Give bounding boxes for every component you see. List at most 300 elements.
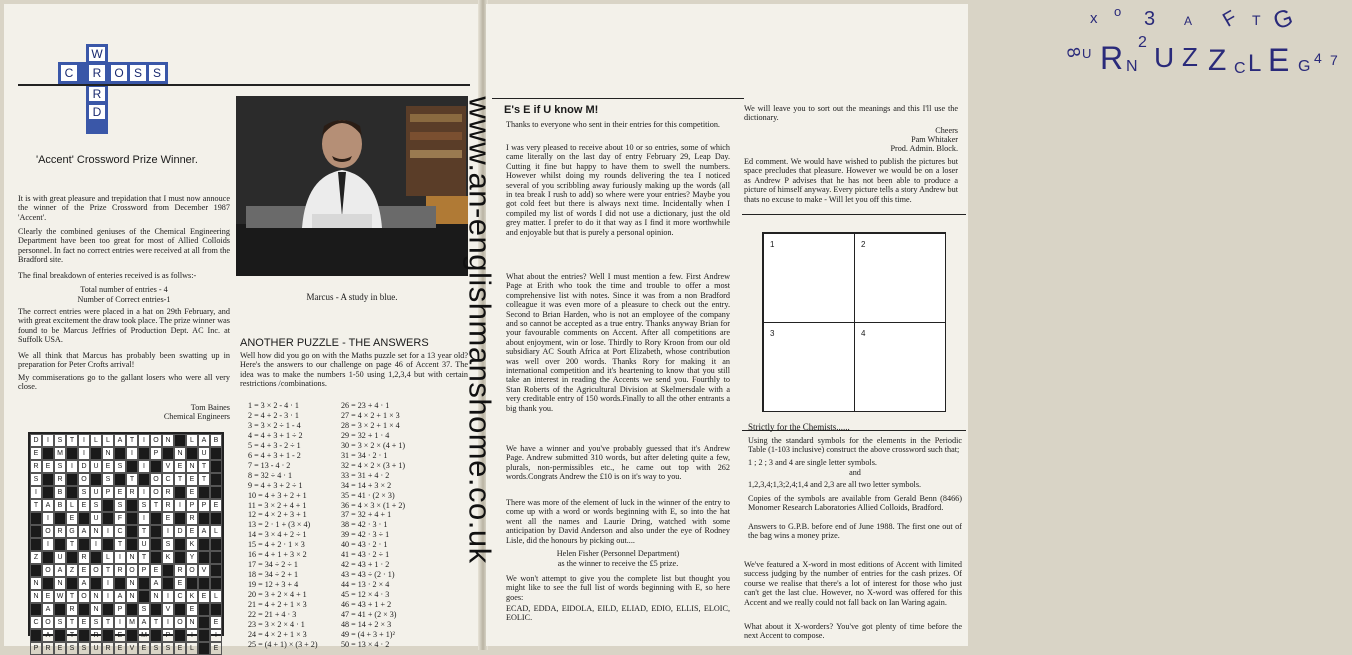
crossword-cell: N — [162, 434, 174, 447]
crossword-cell — [138, 473, 150, 486]
crossword-cell — [42, 473, 54, 486]
crossword-cell: P — [162, 629, 174, 642]
paragraph: Copies of the symbols are available from Gerald Benn (8466) Monomer Research Laboratories Allied Colloids, Bradford. — [748, 494, 962, 513]
crossword-cell: B — [54, 486, 66, 499]
crossword-cell: O — [150, 434, 162, 447]
signature-dept: Prod. Admin. Block. — [890, 144, 958, 153]
crossword-cell: I — [138, 512, 150, 525]
crossword-cell — [174, 551, 186, 564]
chemists-heading: Strictly for the Chemists...... — [748, 422, 850, 432]
crossword-cell: P — [186, 499, 198, 512]
crossword-cell: I — [42, 538, 54, 551]
crossword-cell: B — [210, 434, 222, 447]
crossword-cell: R — [162, 486, 174, 499]
crossword-cell — [186, 447, 198, 460]
answer-line: 14 = 3 × 4 + 2 ÷ 1 — [248, 530, 307, 540]
crossword-cell: N — [126, 590, 138, 603]
crossword-cell — [210, 447, 222, 460]
crossword-cell — [138, 447, 150, 460]
crossword-cell: O — [126, 564, 138, 577]
crossword-cell: A — [138, 616, 150, 629]
crossword-cell: P — [102, 486, 114, 499]
crossword-cell: A — [42, 629, 54, 642]
crossword-cell — [126, 538, 138, 551]
answer-line: 49 = (4 + 3 + 1)² — [341, 629, 395, 639]
crossword-cell: N — [126, 577, 138, 590]
paragraph: Clearly the combined geniuses of the Chemical Engineering Department have been too great for most of Allied Colloids personnel. In fact no correct entries were received at all from the Bradford site. — [18, 227, 230, 265]
crossword-cell — [198, 642, 210, 655]
crossword-cell — [150, 538, 162, 551]
crossword-cell — [126, 512, 138, 525]
crossword-cell: M — [126, 616, 138, 629]
crossword-cell: E — [114, 486, 126, 499]
crossword-cell: T — [198, 473, 210, 486]
answer-line: 34 = 14 + 3 × 2 — [341, 480, 392, 490]
answer-line: 50 = 13 × 4 · 2 — [341, 639, 390, 649]
answer-line: 23 = 3 × 2 × 4 · 1 — [248, 619, 305, 629]
crossword-cell: E — [186, 603, 198, 616]
correct-entries: Number of Correct entries-1 — [77, 295, 171, 304]
svg-text:R: R — [92, 87, 102, 101]
crossword-cell: V — [162, 460, 174, 473]
crossword-cell: G — [66, 525, 78, 538]
crossword-cell: T — [138, 525, 150, 538]
crossword-cell: E — [162, 512, 174, 525]
crossword-cell: K — [186, 538, 198, 551]
crossword-cell — [210, 460, 222, 473]
crossword-cell — [150, 460, 162, 473]
crossword-cell: R — [126, 486, 138, 499]
crossword-cell: I — [162, 525, 174, 538]
crossword-cell: N — [150, 590, 162, 603]
crossword-cell: T — [66, 616, 78, 629]
crossword-cell: M — [54, 447, 66, 460]
crossword-cell — [30, 525, 42, 538]
crossword-cell: I — [138, 460, 150, 473]
crossword-cell — [210, 473, 222, 486]
crossword-cell: P — [30, 642, 42, 655]
crossword-cell: I — [138, 434, 150, 447]
answer-line: 26 = 23 + 4 · 1 — [341, 401, 390, 410]
crossword-cell — [90, 473, 102, 486]
crossword-cell: L — [66, 499, 78, 512]
crossword-cell: L — [102, 551, 114, 564]
crossword-cell — [174, 538, 186, 551]
crossword-cell — [126, 629, 138, 642]
crossword-cell: I — [102, 577, 114, 590]
crossword-cell: T — [126, 434, 138, 447]
section-rule — [492, 98, 744, 99]
crossword-cell — [102, 538, 114, 551]
crossword-cell: N — [54, 577, 66, 590]
crossword-cell — [126, 460, 138, 473]
crossword-cell: S — [54, 460, 66, 473]
crossword-cell: A — [198, 434, 210, 447]
crossword-cell: R — [102, 642, 114, 655]
crossword-cell: E — [186, 473, 198, 486]
crossword-cell: E — [186, 486, 198, 499]
crossword-cell — [210, 512, 222, 525]
crossword-cell — [54, 603, 66, 616]
crossword-cell: E — [42, 460, 54, 473]
crossword-cell: L — [90, 434, 102, 447]
crossword-cell: L — [102, 434, 114, 447]
svg-text:C: C — [64, 66, 74, 80]
crossword-cell: S — [150, 642, 162, 655]
answer-line: 28 = 3 × 2 + 1 × 4 — [341, 420, 400, 430]
crossword-cell: U — [198, 447, 210, 460]
crossword-cell — [210, 577, 222, 590]
crossword-cell: T — [66, 629, 78, 642]
crossword-cell: D — [78, 460, 90, 473]
svg-text:O: O — [114, 66, 124, 80]
crossword-cell: V — [162, 603, 174, 616]
crossword-cell — [30, 603, 42, 616]
signature-name: Tom Baines — [190, 403, 230, 412]
answer-line: 15 = 4 + 2 · 1 × 3 — [248, 540, 305, 550]
crossword-cell — [102, 499, 114, 512]
crossword-cell — [198, 603, 210, 616]
crossword-cell: A — [150, 577, 162, 590]
answer-line: 31 = 34 · 2 · 1 — [341, 450, 388, 460]
crossword-cell — [150, 603, 162, 616]
crossword-cell: E — [174, 460, 186, 473]
crossword-cell: N — [90, 603, 102, 616]
photo-image — [236, 96, 468, 276]
article-heading: E's E if U know M! — [504, 104, 599, 116]
crossword-cell: O — [42, 616, 54, 629]
crossword-cell: T — [126, 473, 138, 486]
crossword-cell: A — [114, 434, 126, 447]
answer-line: 9 = 4 + 3 + 2 ÷ 1 — [248, 480, 303, 490]
cheers: Cheers — [935, 126, 958, 135]
answers-column-2 — [341, 401, 405, 650]
answer-line: 13 = 2 · 1 + (3 × 4) — [248, 520, 311, 530]
crossword-cell: R — [66, 603, 78, 616]
paragraph: There was more of the element of luck in the winner of the entry to come up with a word or words beginning with E, so into the hat went all the names and Laurie Dring, watched with some anticipation by David Anderson and also under the eye of Rodney Lisle, did the honours by picking out.... — [506, 498, 730, 545]
answer-line: 38 = 42 · 3 · 1 — [341, 520, 388, 530]
answer-line: 11 = 3 × 2 + 4 + 1 — [248, 500, 307, 510]
crossword-cell: N — [186, 460, 198, 473]
crossword-cell: S — [30, 473, 42, 486]
crossword-cell — [162, 564, 174, 577]
crossword-cell: U — [54, 551, 66, 564]
answer-line: 27 = 4 × 2 + 1 × 3 — [341, 410, 400, 420]
crossword-cell: I — [66, 460, 78, 473]
crossword-cell: A — [42, 499, 54, 512]
crossword-cell: N — [186, 616, 198, 629]
crossword-cell: R — [90, 629, 102, 642]
crossword-cell: O — [78, 590, 90, 603]
crossword-cell: E — [114, 642, 126, 655]
answer-line: 25 = (4 + 1) × (3 + 2) — [248, 639, 318, 649]
crossword-cell: O — [42, 525, 54, 538]
paragraph: I was very pleased to receive about 10 or so entries, some of which came literally on the last day of entry February 29, Leap Day. Cutting it fine but happy to have them to swell the numbers. However whilst doing my rounds delivering the tea I noticed several of you scribbling away furiously making up the words (all in tea break I rush to add) so where were your entries? Maybe you got cold feet but there is always next time. Incidentally when I compiled my list of words I did not use a dictionary, just the old grey matter. I prefer to do it that way as I find it more worthwhile and enjoyable but that is purely a personal opinion. — [506, 143, 730, 237]
scattered-letters-graphic: x o 3 A F T G 8 U R N 2 U Z Z C L E G 4 7 — [1062, 3, 1338, 78]
crossword-cell: S — [162, 538, 174, 551]
paragraph: Using the standard symbols for the elements in the Periodic Table (1-103 inclusive) construct the above crossword such that; — [748, 436, 962, 455]
crossword-cell — [90, 577, 102, 590]
crossword-cell: S — [114, 499, 126, 512]
crossword-cell: S — [102, 473, 114, 486]
svg-text:S: S — [133, 66, 143, 80]
paragraph: Answers to G.P.B. before end of June 1988. The first one out of the bag wins a money prize. — [748, 522, 962, 541]
crossword-cell: I — [210, 629, 222, 642]
section-rule — [742, 214, 966, 215]
crossword-cell: N — [126, 551, 138, 564]
answers-column-1 — [248, 401, 318, 650]
crossword-cell: I — [30, 486, 42, 499]
paragraph: We won't attempt to give you the complete list but thought you might like to see the full list of words beginning with E, so here goes: — [506, 574, 730, 602]
crossword-cell: F — [114, 512, 126, 525]
crossword-cell — [54, 538, 66, 551]
answer-line: 46 = 43 + 1 + 2 — [341, 600, 392, 610]
crossword-cell: R — [114, 564, 126, 577]
crossword-cell — [174, 603, 186, 616]
ed-comment: Ed comment. We would have wished to publish the pictures but space precludes that pleasure. However we would be on a loser as Andrew P advises that he has not been able to produce a picture of himself anyway. Every picture tells a story Andrew but thats no excuse to make - Will let you off this time. — [744, 157, 958, 204]
crossword-cell: S — [114, 460, 126, 473]
crossword-cell: E — [54, 642, 66, 655]
crossword-cell: T — [66, 434, 78, 447]
paragraph: What about it X-worders? You've got plenty of time before the next Accent to compose. — [744, 622, 962, 641]
crossword-cell — [30, 512, 42, 525]
crossword-cell: V — [198, 564, 210, 577]
crossword-cell: E — [78, 499, 90, 512]
crossword-cell: T — [150, 616, 162, 629]
crossword-cell — [198, 512, 210, 525]
crossword-cell: L — [186, 434, 198, 447]
crossword-cell: E — [186, 525, 198, 538]
crossword-cell: S — [138, 603, 150, 616]
crossword-cell: I — [162, 616, 174, 629]
crossword-cell: A — [42, 603, 54, 616]
crossword-cell — [138, 577, 150, 590]
crossword-cell: I — [102, 590, 114, 603]
crossword-cell: O — [42, 564, 54, 577]
crossword-cell: E — [210, 499, 222, 512]
crossword-cell: S — [162, 642, 174, 655]
crossword-cell: A — [78, 577, 90, 590]
crossword-cell: C — [162, 473, 174, 486]
crossword-cell: N — [30, 577, 42, 590]
left-page — [4, 4, 480, 652]
crossword-cell — [198, 486, 210, 499]
crossword-cell: S — [138, 499, 150, 512]
crossword-cell: L — [210, 525, 222, 538]
answer-line: 16 = 4 + 1 + 3 × 2 — [248, 550, 307, 560]
crossword-cell — [114, 577, 126, 590]
crossword-cell — [174, 486, 186, 499]
paragraph: 1 ; 2 ; 3 and 4 are single letter symbols. — [748, 458, 877, 467]
crossword-cell — [210, 564, 222, 577]
crossword-cell: R — [162, 499, 174, 512]
answer-line: 33 = 31 + 4 · 2 — [341, 470, 390, 480]
crossword-cell: Z — [30, 551, 42, 564]
crossword-cell: U — [138, 538, 150, 551]
answer-line: 21 = 4 + 2 + 1 × 3 — [248, 600, 307, 610]
crossword-cell — [150, 525, 162, 538]
crossword-cell: Z — [66, 564, 78, 577]
answer-line: 20 = 3 + 2 × 4 + 1 — [248, 590, 307, 600]
puzzle-heading: ANOTHER PUZZLE - THE ANSWERS — [240, 337, 429, 349]
crossword-cell — [42, 551, 54, 564]
signature-dept: Chemical Engineers — [163, 412, 230, 421]
crossword-cell: S — [78, 486, 90, 499]
paragraph: We all think that Marcus has probably been swatting up in preparation for Peter Crofts arrival! — [18, 351, 230, 370]
answer-line: 44 = 13 · 2 × 4 — [341, 580, 390, 590]
crossword-cell — [126, 499, 138, 512]
crossword-cell: I — [138, 486, 150, 499]
crossword-cell — [150, 629, 162, 642]
crossword-cell: C — [114, 525, 126, 538]
crossword-cell: D — [30, 434, 42, 447]
crossword-cell: S — [66, 642, 78, 655]
crossword-cell — [30, 564, 42, 577]
crossword-cell: L — [186, 642, 198, 655]
crossword-cell — [42, 447, 54, 460]
answer-line: 22 = 21 + 4 · 3 — [248, 610, 297, 620]
crossword-cell: R — [30, 460, 42, 473]
crossword-cell: M — [138, 629, 150, 642]
puzzle-intro: Well how did you go on with the Maths puzzle set for a 13 year old? Here's the answers to our challenge on page 46 of Accent 37. The idea was to make the numbers 1-50 using 1,2,3,4 but with certain restrictions /combinations. — [240, 351, 468, 389]
svg-text:S: S — [152, 66, 162, 80]
crossword-cell: E — [210, 642, 222, 655]
crossword-cell — [54, 629, 66, 642]
crossword-cell — [66, 551, 78, 564]
crossword-cell: N — [90, 525, 102, 538]
crossword-cell: O — [78, 473, 90, 486]
crossword-cell — [66, 447, 78, 460]
crossword-cell: E — [174, 642, 186, 655]
answer-line: 43 = 43 ÷ (2 · 1) — [341, 570, 395, 580]
crossword-cell — [210, 603, 222, 616]
crossword-cell: I — [186, 629, 198, 642]
crossword-cell: O — [186, 564, 198, 577]
crossword-cell: I — [114, 551, 126, 564]
crossword-cell: E — [102, 460, 114, 473]
crossword-cell: B — [54, 499, 66, 512]
answer-line: 6 = 4 + 3 + 1 - 2 — [248, 450, 301, 460]
crossword-cell: T — [102, 564, 114, 577]
crossword-cell: A — [54, 564, 66, 577]
crossword-cell: E — [78, 616, 90, 629]
crossword-cell — [198, 538, 210, 551]
winner-photo — [236, 96, 468, 276]
svg-text:W: W — [91, 47, 103, 61]
crossword-cell: W — [54, 590, 66, 603]
crossword-cell: T — [150, 499, 162, 512]
crossword-cell — [66, 486, 78, 499]
total-entries: Total number of entries - 4 — [80, 285, 168, 294]
word-list: ECAD, EDDA, EIDOLA, EILD, ELIAD, EDIO, ELLIS, ELOIC, EOLIC. — [506, 604, 730, 623]
crossword-cell: P — [198, 499, 210, 512]
crossword-cell: D — [174, 525, 186, 538]
answer-line: 29 = 32 + 1 · 4 — [341, 430, 390, 440]
crossword-cell: E — [174, 577, 186, 590]
crossword-cell: N — [30, 590, 42, 603]
answer-line: 24 = 4 × 2 + 1 × 3 — [248, 629, 307, 639]
answer-line: 48 = 14 + 2 × 3 — [341, 619, 392, 629]
crossword-cell: R — [78, 551, 90, 564]
crossword-cell: E — [210, 616, 222, 629]
crossword-cell — [126, 525, 138, 538]
crossword-cell — [150, 551, 162, 564]
answer-line: 8 = 32 ÷ 4 · 1 — [248, 470, 293, 480]
crossword-cell — [102, 629, 114, 642]
crossword-cell: A — [78, 525, 90, 538]
crossword-cell: T — [138, 551, 150, 564]
answer-line: 41 = 43 · 2 ÷ 1 — [341, 550, 390, 560]
crossword-cell: E — [66, 512, 78, 525]
answer-line: 45 = 12 × 4 · 3 — [341, 590, 390, 600]
answer-line: 2 = 4 + 2 - 3 · 1 — [248, 410, 299, 420]
grid-cell-1: 1 — [763, 233, 855, 323]
crossword-cell: O — [90, 564, 102, 577]
crossword-cell: T — [66, 538, 78, 551]
and-label: and — [849, 468, 861, 477]
answer-line: 18 = 34 ÷ 2 + 1 — [248, 570, 298, 580]
crossword-cell — [66, 577, 78, 590]
answer-line: 3 = 3 × 2 ÷ 1 - 4 — [248, 420, 301, 430]
answer-line: 36 = 4 × 3 × (1 + 2) — [341, 500, 406, 510]
crossword-cell — [150, 512, 162, 525]
crossword-cell — [78, 538, 90, 551]
crossword-cell — [162, 577, 174, 590]
crossword-cell: Y — [186, 551, 198, 564]
crossword-cell: O — [150, 486, 162, 499]
answer-line: 42 = 43 + 1 · 2 — [341, 560, 390, 570]
crossword-cell: I — [42, 512, 54, 525]
intro-paragraph: It is with great pleasure and trepidation that I must now annouce the winner of the Prize Crossword from December 1987 'Accent'. — [18, 194, 230, 222]
crossword-cell: E — [150, 564, 162, 577]
crossword-cell: I — [162, 590, 174, 603]
paragraph: Thanks to everyone who sent in their entries for this competition. — [506, 120, 720, 129]
crossword-cell: N — [102, 447, 114, 460]
winner-line: as the winner to receive the £5 prize. — [557, 559, 679, 568]
answer-line: 19 = 12 + 3 + 4 — [248, 580, 299, 590]
crossword-cell: R — [186, 512, 198, 525]
crossword-cell — [114, 473, 126, 486]
paragraph: We will leave you to sort out the meanings and this I'll use the dictionary. — [744, 104, 958, 123]
crossword-cell: T — [198, 460, 210, 473]
answer-line: 32 = 4 × 2 × (3 + 1) — [341, 460, 406, 470]
signature-name: Pam Whitaker — [911, 135, 958, 144]
answer-line: 37 = 32 + 4 + 1 — [341, 510, 392, 520]
answer-line: 5 = 4 + 3 - 2 ÷ 1 — [248, 440, 301, 450]
crossword-cell — [174, 629, 186, 642]
crossword-cell — [186, 577, 198, 590]
crossword-cell: I — [114, 616, 126, 629]
crossword-cell: S — [90, 499, 102, 512]
answer-line: 12 = 4 × 2 + 3 + 1 — [248, 510, 307, 520]
paragraph: My commiserations go to the gallant losers who were all very close. — [18, 373, 230, 392]
watermark — [456, 80, 504, 580]
svg-text:D: D — [92, 105, 102, 119]
crossword-solution-grid — [28, 432, 224, 652]
crossword-cell — [126, 603, 138, 616]
crossword-cell: I — [78, 447, 90, 460]
paragraph: The final breakdown of enteries received is as follws:- — [18, 271, 197, 280]
crossword-cell: R — [42, 642, 54, 655]
crossword-cell — [42, 577, 54, 590]
crossword-cell: U — [90, 642, 102, 655]
answer-line: 47 = 41 + (2 × 3) — [341, 610, 397, 620]
crossword-cell — [198, 629, 210, 642]
crossword-cell: A — [114, 590, 126, 603]
answer-line: 10 = 4 + 3 + 2 + 1 — [248, 490, 307, 500]
paragraph: We've featured a X-word in most editions of Accent with limited success judging by the number of entries for the cash prizes. Of course we realise that there's a lot of interest for those who just can't get the last clue. However, no X-word was offered for this Accent and we really could not fall back on Ian Waring again. — [744, 560, 962, 607]
crossword-cell: S — [78, 642, 90, 655]
